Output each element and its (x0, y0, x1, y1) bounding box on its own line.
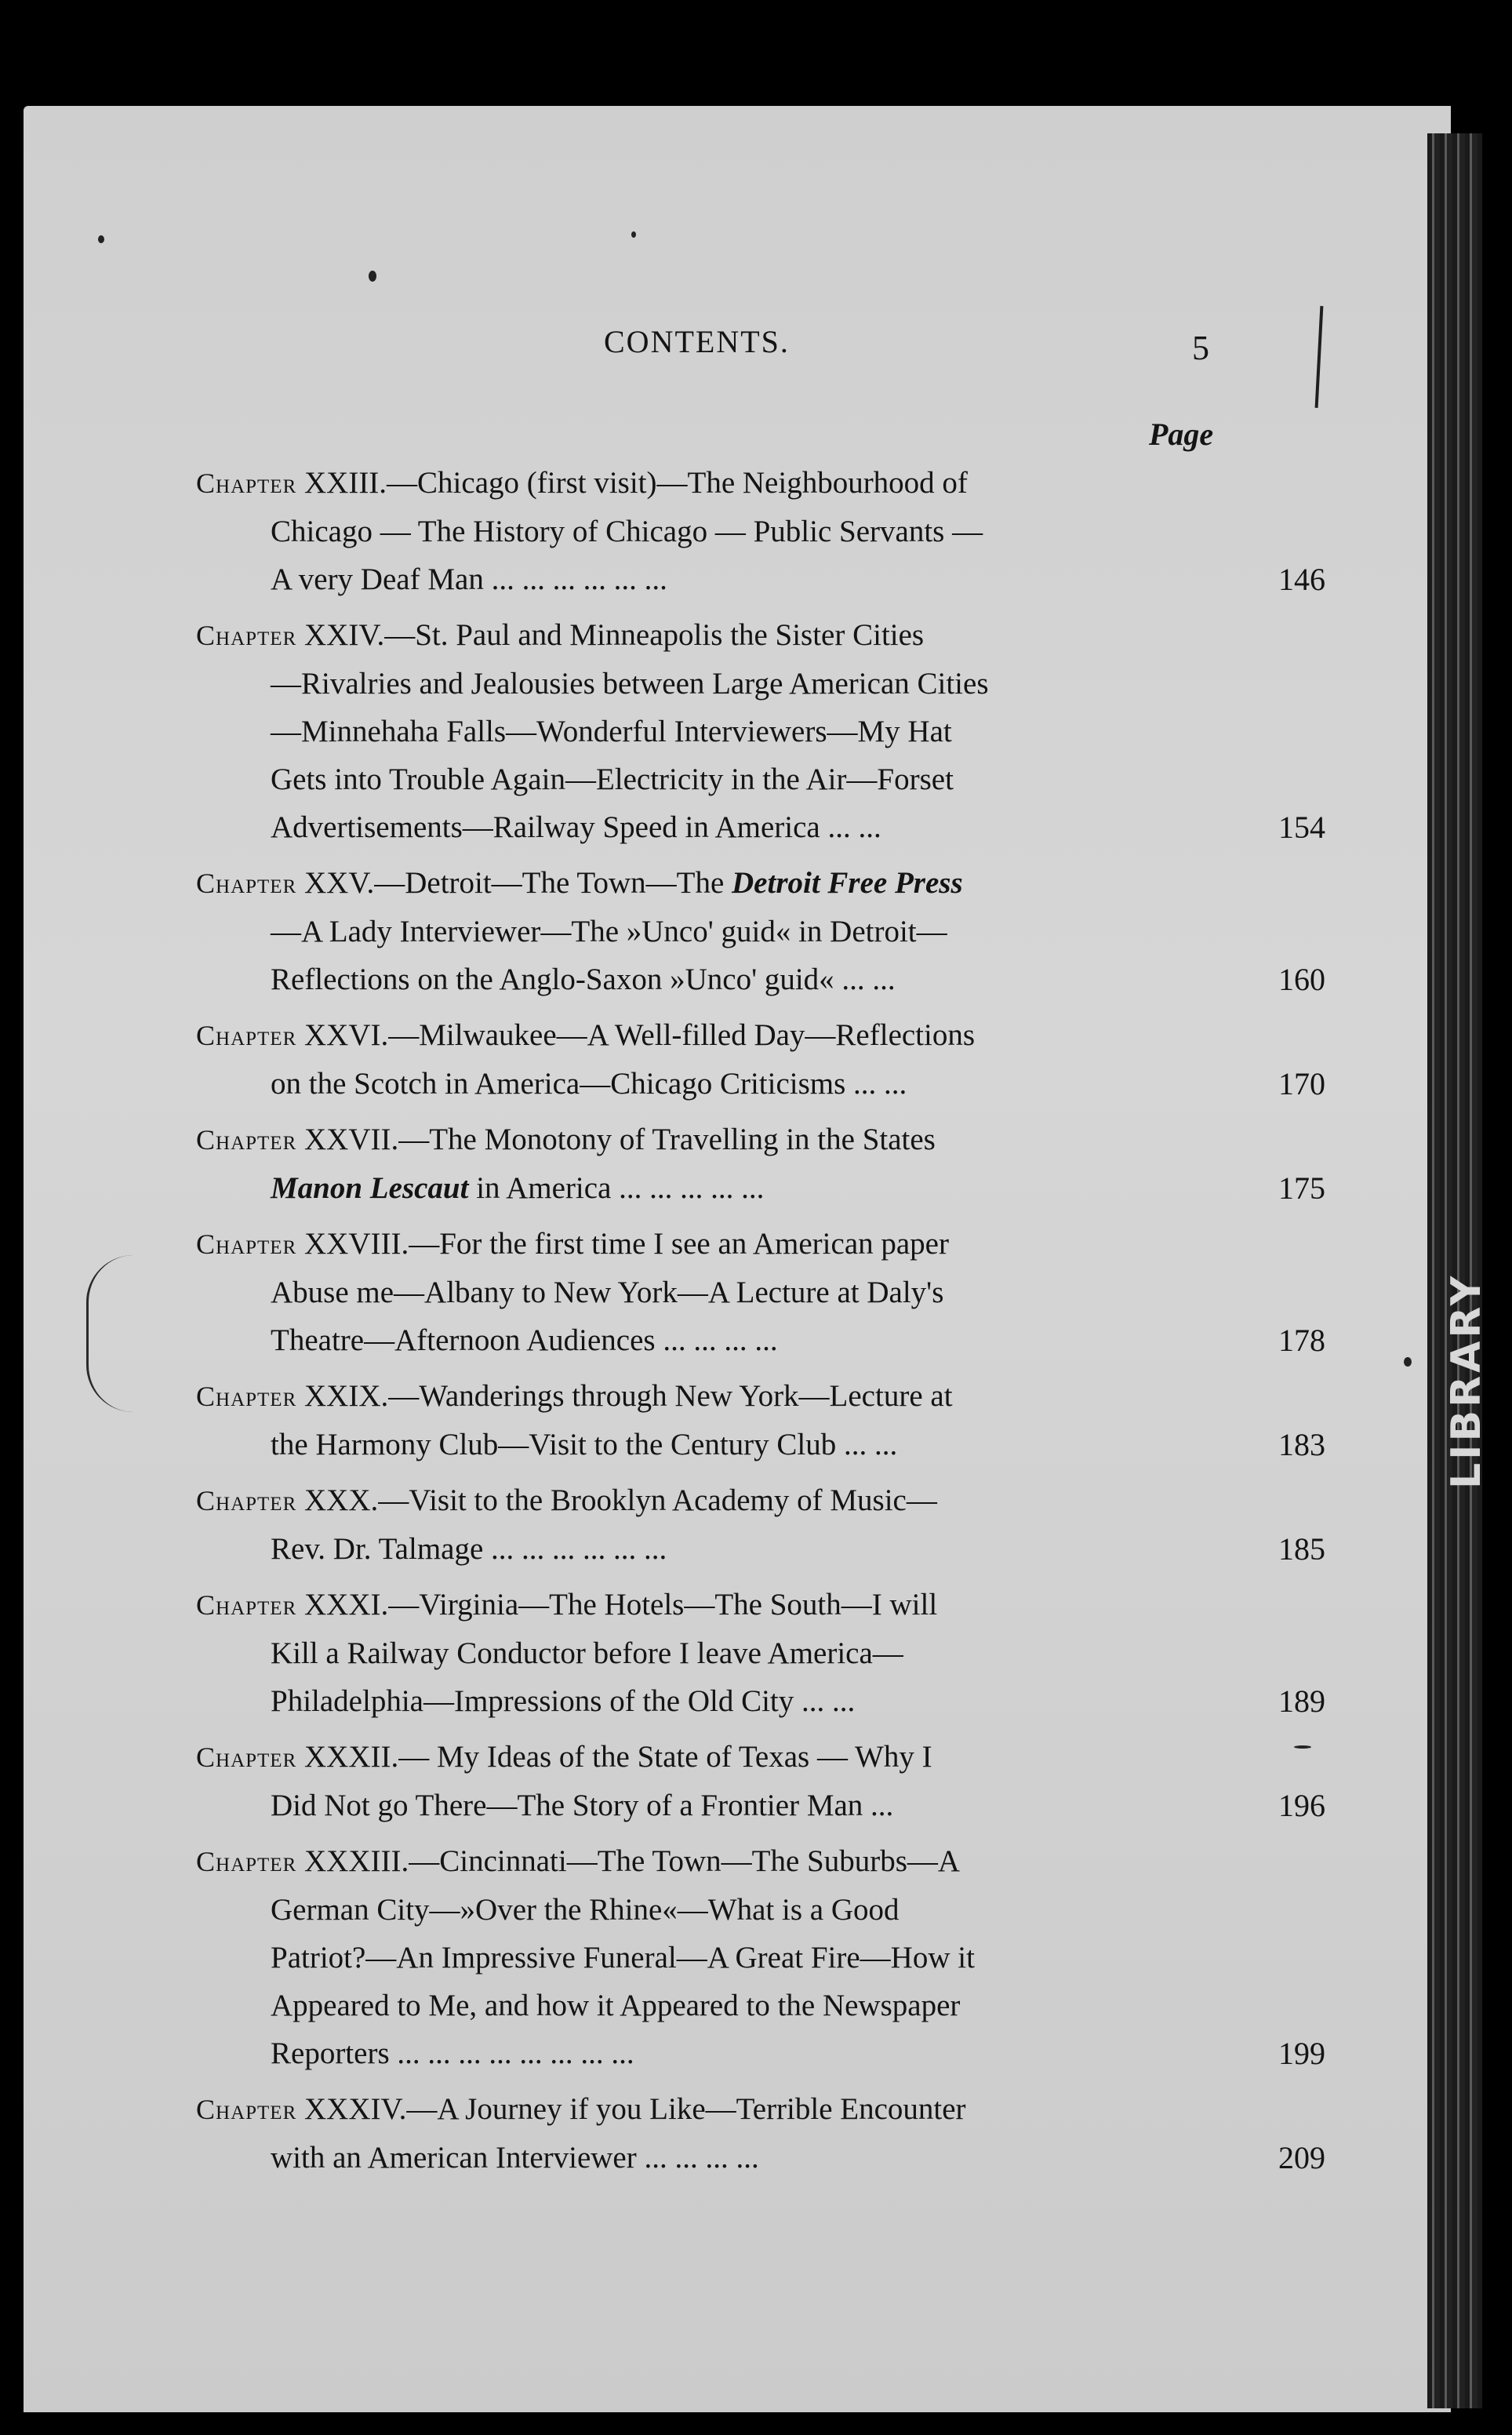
entry-line: Patriot?—An Impressive Funeral—A Great Fire—How it (271, 1941, 975, 1975)
page-column-label: Page (1149, 417, 1214, 452)
entry-line: Reporters ... ... ... ... ... ... ... ... (271, 2036, 634, 2070)
entry-line: —St. Paul and Minneapolis the Sister Cities (384, 618, 925, 652)
entry-line: Reflections on the Anglo-Saxon »Unco' guid« ... ... (271, 963, 896, 996)
entry-page-number: 185 (1278, 1531, 1325, 1567)
entry-line: on the Scotch in America—Chicago Criticisms ... ... (271, 1067, 907, 1101)
chapter-label: Chapter (196, 1846, 297, 1877)
entry-line: Rev. Dr. Talmage ... ... ... ... ... ... (271, 1532, 667, 1566)
library-stamp: LIBRARY (1443, 1272, 1490, 1489)
chapter-label: Chapter (196, 1742, 297, 1773)
entry-line: Gets into Trouble Again—Electricity in the Air—Forset (271, 763, 954, 796)
chapter-number: XXVII. (304, 1123, 399, 1156)
chapter-label: Chapter (196, 620, 297, 651)
chapter-label: Chapter (196, 468, 297, 499)
contents-entry-xxxii (196, 1733, 1325, 1829)
contents-entry-xxxi (196, 1581, 1325, 1725)
contents-entry-xxiii (196, 459, 1325, 603)
entry-page-number: 160 (1278, 962, 1325, 997)
chapter-number: XXIX. (304, 1379, 389, 1413)
chapter-number: XXXI. (304, 1588, 389, 1622)
chapter-number: XXX. (304, 1483, 379, 1517)
contents-entry-xxx (196, 1476, 1325, 1573)
entry-line: —A Lady Interviewer—The »Unco' guid« in Detroit— (271, 915, 947, 948)
entry-page-number: 183 (1278, 1427, 1325, 1462)
contents-list (196, 459, 1325, 2189)
chapter-label: Chapter (196, 1589, 297, 1621)
pencil-bracket (86, 1255, 144, 1412)
entry-page-number: 199 (1278, 2036, 1325, 2071)
ink-speck (1294, 1745, 1311, 1749)
chapter-label: Chapter (196, 1485, 297, 1516)
entry-line: the Harmony Club—Visit to the Century Club ... ... (271, 1428, 898, 1461)
contents-entry-xxvii (196, 1116, 1325, 1212)
entry-line: Did Not go There—The Story of a Frontier Man ... (271, 1789, 894, 1822)
contents-entry-xxiv (196, 611, 1325, 851)
contents-entry-xxv (196, 859, 1325, 1003)
entry-page-number: 154 (1278, 810, 1325, 845)
entry-line: —Milwaukee—A Well-filled Day—Reflections (388, 1018, 976, 1052)
entry-page-number: 209 (1278, 2140, 1325, 2175)
chapter-number: XXXII. (304, 1740, 399, 1774)
entry-line: —Visit to the Brooklyn Academy of Music— (378, 1483, 937, 1517)
page-number: 5 (1192, 329, 1209, 367)
chapter-number: XXVI. (304, 1018, 389, 1052)
entry-page-number: 189 (1278, 1683, 1325, 1719)
entry-line: with an American Interviewer ... ... ... ... (271, 2141, 759, 2175)
chapter-label: Chapter (196, 868, 297, 899)
entry-line: Chicago — The History of Chicago — Public Servants — (271, 515, 983, 548)
chapter-label: Chapter (196, 1381, 297, 1412)
entry-line: in America ... ... ... ... ... (476, 1171, 765, 1205)
chapter-label: Chapter (196, 1020, 297, 1051)
entry-line: —Minnehaha Falls—Wonderful Interviewers—My Hat (271, 715, 952, 748)
entry-page-number: 196 (1278, 1788, 1325, 1823)
entry-line: —For the first time I see an American paper (409, 1227, 949, 1261)
contents-entry-xxviii (196, 1220, 1325, 1364)
chapter-number: XXXIII. (304, 1844, 409, 1878)
entry-page-number: 178 (1278, 1323, 1325, 1358)
contents-entry-xxxiv (196, 2085, 1325, 2182)
entry-line: Philadelphia—Impressions of the Old City ... ... (271, 1684, 856, 1718)
chapter-label: Chapter (196, 1228, 297, 1260)
contents-entry-xxxiii (196, 1837, 1325, 2077)
contents-entry-xxvi (196, 1011, 1325, 1108)
entry-line: —The Monotony of Travelling in the States (398, 1123, 936, 1156)
italic-title: Detroit Free Press (732, 866, 963, 900)
entry-page-number: 146 (1278, 562, 1325, 597)
chapter-number: XXVIII. (304, 1227, 409, 1261)
entry-line: Advertisements—Railway Speed in America ... ... (271, 810, 881, 844)
ink-speck (631, 231, 636, 238)
entry-line: A very Deaf Man ... ... ... ... ... ... (271, 562, 667, 596)
entry-line: —Chicago (first visit)—The Neighbourhood of (387, 466, 968, 500)
contents-entry-xxix (196, 1372, 1325, 1469)
entry-line: Kill a Railway Conductor before I leave America— (271, 1636, 903, 1670)
entry-line: —Detroit—The Town—The (374, 866, 725, 900)
chapter-number: XXIII. (304, 466, 387, 500)
ink-speck (1404, 1357, 1412, 1367)
chapter-number: XXIV. (304, 618, 385, 652)
entry-line: — My Ideas of the State of Texas — Why I (398, 1740, 932, 1774)
entry-line: Abuse me—Albany to New York—A Lecture at Daly's (271, 1276, 944, 1309)
entry-line: —Cincinnati—The Town—The Suburbs—A (409, 1844, 961, 1878)
entry-line: Theatre—Afternoon Audiences ... ... ... ... (271, 1323, 778, 1357)
running-title: CONTENTS. (604, 324, 790, 359)
chapter-label: Chapter (196, 2094, 297, 2125)
entry-line: —Virginia—The Hotels—The South—I will (388, 1588, 938, 1622)
entry-line: —Rivalries and Jealousies between Large American Cities (271, 667, 989, 701)
chapter-label: Chapter (196, 1124, 297, 1156)
chapter-number: XXV. (304, 866, 375, 900)
entry-line: German City—»Over the Rhine«—What is a Good (271, 1893, 900, 1927)
ink-speck (369, 271, 376, 282)
entry-line: Appeared to Me, and how it Appeared to the Newspaper (271, 1989, 961, 2022)
ink-speck (98, 235, 104, 243)
chapter-number: XXXIV. (304, 2092, 407, 2126)
italic-title: Manon Lescaut (271, 1171, 469, 1205)
entry-line: —Wanderings through New York—Lecture at (388, 1379, 953, 1413)
entry-page-number: 175 (1278, 1170, 1325, 1206)
entry-page-number: 170 (1278, 1066, 1325, 1101)
entry-line: —A Journey if you Like—Terrible Encounter (406, 2092, 966, 2126)
